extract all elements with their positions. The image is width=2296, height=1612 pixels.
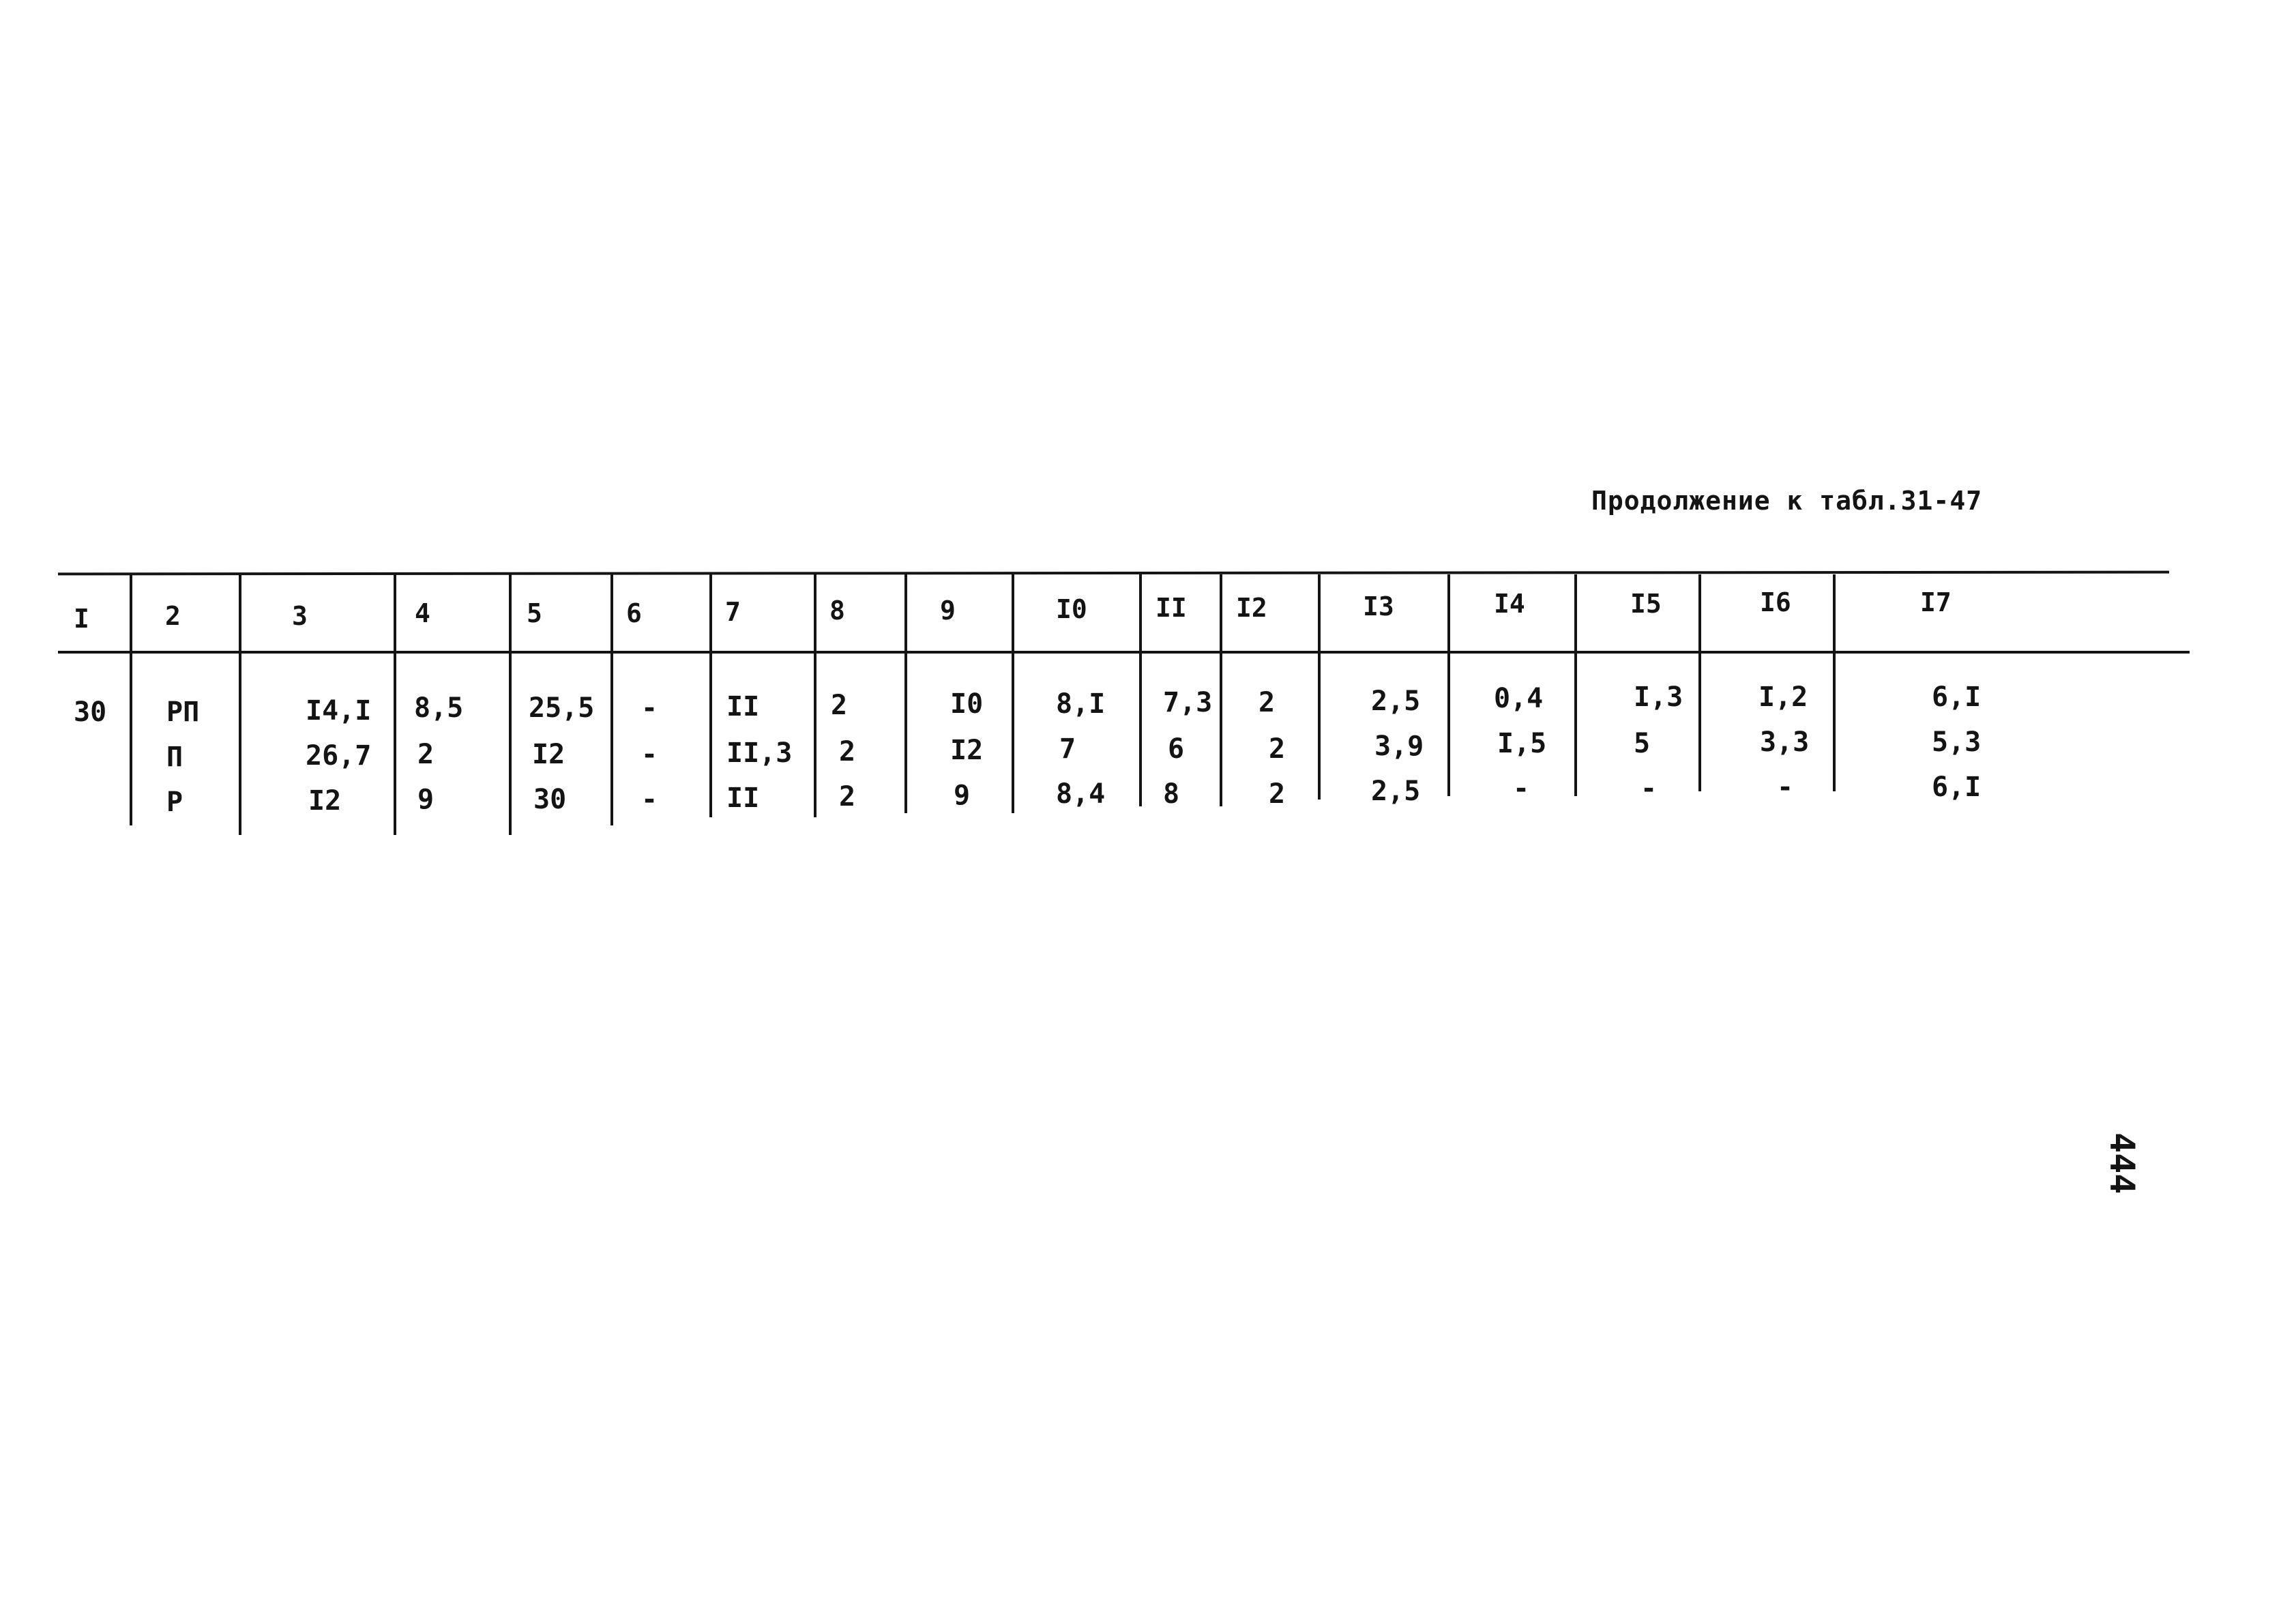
- table-cell: -: [1777, 772, 1794, 803]
- col-separator: [709, 574, 712, 817]
- table-cell: II: [726, 782, 760, 814]
- table-cell: П: [166, 742, 183, 773]
- table-cell: II: [726, 691, 760, 722]
- header-cell: I5: [1630, 589, 1662, 619]
- header-cell: 7: [725, 597, 741, 627]
- table-cell: 2: [1259, 687, 1276, 718]
- col-separator: [1139, 574, 1142, 806]
- table-cell: II,3: [726, 737, 793, 769]
- header-cell: 9: [940, 596, 956, 626]
- table-cell: 2,5: [1371, 686, 1421, 717]
- table-cell: -: [641, 739, 658, 770]
- header-cell: I6: [1760, 587, 1791, 617]
- col-separator: [1833, 574, 1836, 791]
- col-separator: [610, 574, 613, 825]
- table-cell: 26,7: [306, 740, 372, 772]
- table-cell: 2,5: [1371, 776, 1421, 807]
- col-separator: [1574, 574, 1577, 796]
- col-separator: [1698, 574, 1701, 791]
- table-cell: 7: [1059, 733, 1076, 765]
- header-cell: 3: [292, 601, 308, 631]
- table-cell: РП: [166, 697, 200, 728]
- table-cell: 30: [533, 784, 567, 815]
- table-cell: 9: [954, 780, 971, 811]
- table-top-rule: [58, 571, 2169, 576]
- table-cell: 25,5: [529, 692, 595, 724]
- table-cell: 2: [839, 781, 856, 812]
- col-separator: [394, 574, 396, 835]
- table-cell: -: [1640, 773, 1658, 804]
- table-cell: 6,I: [1932, 772, 1982, 803]
- header-cell: I: [74, 604, 89, 634]
- col-separator: [1012, 574, 1014, 813]
- table-cell: 2: [1269, 733, 1286, 765]
- header-cell: I7: [1920, 587, 1952, 617]
- header-cell: I3: [1363, 591, 1394, 621]
- table-cell: 6,I: [1932, 682, 1982, 713]
- page-number: 444: [2102, 1132, 2142, 1195]
- table-cell: I4,I: [306, 695, 372, 727]
- table-cell: -: [641, 692, 658, 724]
- table-caption: Продолжение к табл.31-47: [1591, 486, 1983, 516]
- header-cell: I4: [1494, 589, 1525, 619]
- table-cell: 2: [839, 736, 856, 767]
- table-cell: I,5: [1497, 728, 1547, 759]
- table-cell: I,2: [1758, 682, 1808, 713]
- header-cell: I2: [1236, 593, 1267, 623]
- table-cell: 30: [74, 697, 107, 728]
- table-cell: -: [641, 784, 658, 815]
- table-cell: 8,I: [1056, 688, 1106, 720]
- table-cell: 3,3: [1760, 727, 1810, 758]
- table-cell: 3,9: [1374, 731, 1424, 762]
- table-cell: 8: [1163, 778, 1180, 810]
- col-separator: [1220, 574, 1222, 806]
- table-cell: I2: [950, 735, 984, 766]
- header-cell: 2: [165, 601, 181, 631]
- table-cell: I,3: [1634, 682, 1683, 713]
- table-cell: 7,3: [1163, 687, 1213, 718]
- table-cell: 6: [1168, 733, 1185, 765]
- col-separator: [904, 574, 907, 813]
- table-cell: 2: [831, 690, 848, 721]
- col-separator: [1318, 574, 1321, 800]
- header-cell: 4: [415, 598, 430, 628]
- table-cell: -: [1513, 773, 1530, 804]
- col-separator: [509, 574, 512, 835]
- col-separator: [239, 574, 241, 835]
- table-cell: 0,4: [1494, 683, 1544, 714]
- header-cell: 5: [527, 598, 542, 628]
- table-cell: Р: [166, 787, 183, 818]
- col-separator: [130, 574, 132, 825]
- header-cell: 8: [829, 596, 845, 626]
- table-cell: 5,3: [1932, 727, 1982, 758]
- table-cell: 5: [1634, 728, 1651, 759]
- header-cell: I0: [1056, 594, 1087, 624]
- header-cell: 6: [626, 598, 642, 628]
- table-cell: I2: [308, 785, 342, 817]
- header-cell: II: [1156, 593, 1187, 623]
- table-cell: 2: [1269, 778, 1286, 810]
- table-cell: I0: [950, 688, 984, 720]
- table-cell: I2: [532, 739, 565, 770]
- col-separator: [1447, 574, 1450, 796]
- table-cell: 8,4: [1056, 778, 1106, 810]
- table-header-rule: [58, 651, 2190, 654]
- table-cell: 8,5: [414, 692, 464, 724]
- table-cell: 9: [417, 784, 435, 815]
- col-separator: [814, 574, 816, 817]
- table-cell: 2: [417, 739, 435, 770]
